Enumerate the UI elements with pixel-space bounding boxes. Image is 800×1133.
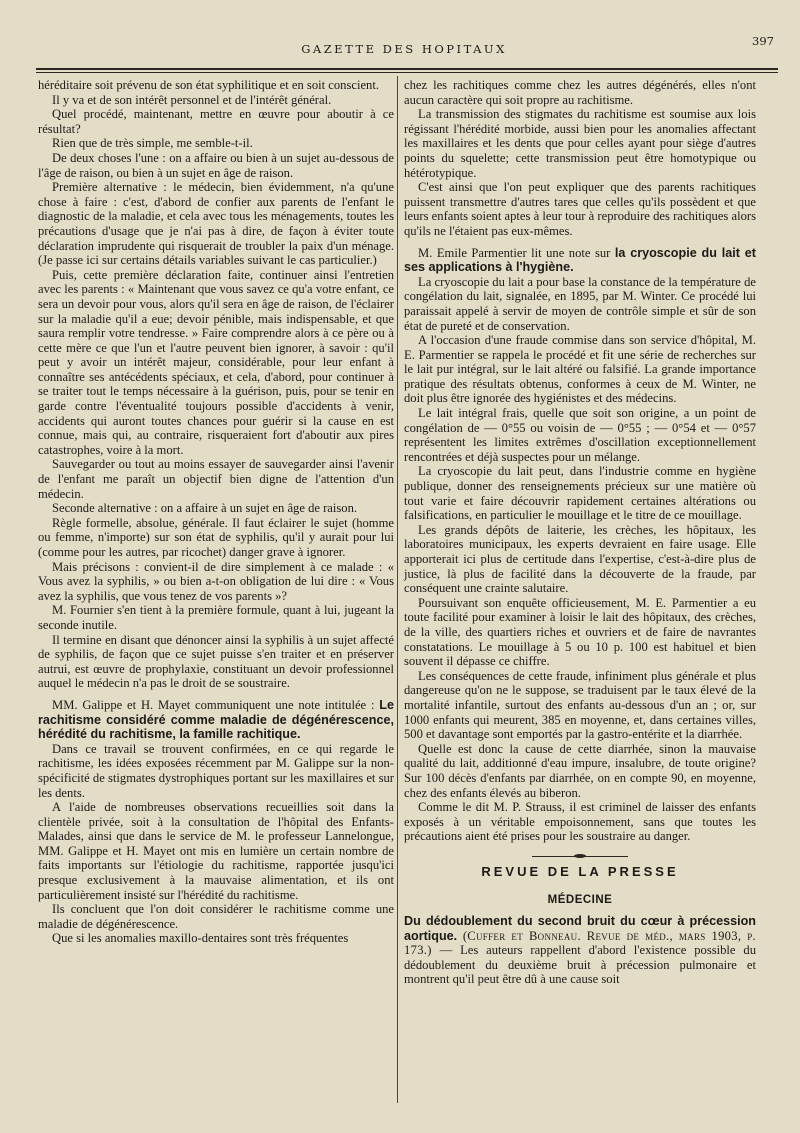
communication-intro: MM. Galippe et H. Mayet communiquent une note intitulée : <box>52 697 375 712</box>
article-paragraph <box>404 914 756 987</box>
paragraph: Première alternative : le médecin, bien évidemment, n'a qu'une chose à faire : c'est, d'abord de confier aux parents de l'enfant le diagnostic de la maladie, et cela avec tous les ménagements, toutes les précautions d'usage que je n'ai pas à dire, de façon à éviter toute déclaration imprudente qui risquerait de troubler la paix d'un ménage. (Je passe ici sur certains détails variables suivant le cas particulier.) <box>38 180 394 268</box>
paragraph: Mais précisons : convient-il de dire simplement à ce malade : « Vous avez la syphilis, » ou bien a-t-on obligation de lui dire : « Vous avez la syphilis, que vous tenez de vos parents »? <box>38 559 394 603</box>
paragraph: A l'occasion d'une fraude commise dans son service d'hôpital, M. E. Parmentier se rappela le procédé et fit une série de recherches sur le lait pur intégral, sur le lait altéré ou falsifié. La grande importance pratique des résultats obtenus, conformes à ceux de M. Winter, ne doit plus être ignorée des hygiénistes et des médecins. <box>404 333 756 406</box>
paragraph: Ils concluent que l'on doit considérer le rachitisme comme une maladie de dégénérescence. <box>38 902 394 931</box>
paragraph: La cryoscopie du lait peut, dans l'industrie comme en hygiène publique, donner des renseignements précieux sur une matière où tout varie et faire découvrir rapidement certaines altérations ou falsifications, en particulier le mouillage et le titre de ce mouillage. <box>404 464 756 523</box>
left-column <box>38 78 394 946</box>
paragraph: M. Fournier s'en tient à la première formule, quant à lui, jugeant la seconde inutile. <box>38 603 394 632</box>
paragraph: Les grands dépôts de laiterie, les crèches, les hôpitaux, les laboratoires municipaux, les experts devraient en faire usage. Elle apporterait ici plus de certitude dans l'expertise, c'est-à-dire plus de justice, là plus de facilité dans la découverte de la fraude, par conséquent une crainte salutaire. <box>404 522 756 596</box>
paragraph: Quel procédé, maintenant, mettre en œuvre pour aboutir à ce résultat? <box>38 107 394 136</box>
paragraph: Comme le dit M. P. Strauss, il est criminel de laisser des enfants exposés à un véritable empoisonnement, sans que toutes les précautions aient été prises pour les soustraire au danger. <box>404 800 756 844</box>
communication-paragraph <box>38 698 394 742</box>
subsection-title: MÉDECINE <box>547 894 613 907</box>
paragraph: C'est ainsi que l'on peut expliquer que des parents rachitiques puissent transmettre d'autres tares que celles qu'ils possèdent et que leurs enfants soient aptes à leur tour à reproduire des rachitiques alors qu'ils ne l'étaient pas eux-mêmes. <box>404 180 756 238</box>
communication-paragraph <box>404 246 756 275</box>
paragraph: Sauvegarder ou tout au moins essayer de sauvegarder ainsi l'avenir de l'enfant me paraît un objectif bien digne de l'attention d'un médecin. <box>38 457 394 501</box>
paragraph: Que si les anomalies maxillo-dentaires sont très fréquentes <box>52 931 349 946</box>
header-rule <box>36 68 778 73</box>
paragraph: Rien que de très simple, me semble-t-il. <box>52 136 253 151</box>
paragraph: Puis, cette première déclaration faite, continuer ainsi l'entretien avec les parents : « Maintenant que vous savez ce qu'a votre enfant, ce sera un devoir pour vous, alors qu'il sera en âge de raison, de l'éclairer sur la maladie qu'il a eue; devoir pénible, mais indispensable, et que saura remplir votre tendresse. » Faire comprendre alors à ce père ou à cette mère ce que l'un et l'autre peuvent bien ignorer, à savoir : qu'il peut y avoir un intérêt majeur, considérable, pour leur enfant à connaître ses antécédents spéciaux, et cela, d'abord, pour continuer à se traiter tout le temps nécessaire à la guérison, puis, pour se tenir en garde contre l'éventualité toujours possible d'accidents à venir, accidents qui auront toutes chances pour guérir si la cause en est connue, mais qui, au contraire, risqueraient fort d'aboutir aux pires catastrophes, voire à la mort. <box>38 267 394 457</box>
communication-title: Le rachitisme considéré comme maladie de dégénérescence, hérédité du rachitisme, la famille rachitique. <box>38 697 394 742</box>
article-title: Du dédoublement du second bruit du cœur à précession aortique. <box>404 914 756 943</box>
right-column <box>404 78 756 987</box>
communication-intro: M. Emile Parmentier lit une note sur <box>418 245 611 260</box>
paragraph: De deux choses l'une : on a affaire ou bien à un sujet au-dessous de l'âge de raison, ou bien à un sujet en âge de raison. <box>38 150 394 180</box>
article-text: — Les auteurs rappellent d'abord l'existence possible du dédoublement du deuxième bruit à précession pulmonaire et montrent qu'il peut être dû à une cause soit <box>404 943 756 987</box>
paragraph: Il y va et de son intérêt personnel et de l'intérêt général. <box>52 92 332 107</box>
section-separator <box>532 856 628 857</box>
paragraph: Seconde alternative : on a affaire à un sujet en âge de raison. <box>52 501 358 516</box>
paragraph: Les conséquences de cette fraude, infiniment plus générale et plus dangereuse qu'on ne le suppose, se traduisent par le taux élevé de la mortalité infantile, surtout des enfants au-dessous d'un an ; or, sur 1000 enfants qui meurent, 385 en moyenne, et, dans certaines villes, 500 et davantage sont emportés par la gastro-entérite et la diarrhée. <box>404 668 756 742</box>
article-reference: (Cuffer et Bonneau. Revue de méd., mars 1903, p. 173.) <box>404 928 756 958</box>
paragraph: héréditaire soit prévenu de son état syphilitique et en soit conscient. <box>38 78 379 92</box>
communication-title: la cryoscopie du lait et ses applications à l'hygiène. <box>404 245 756 275</box>
page-header <box>30 30 778 62</box>
paragraph: Il termine en disant que dénoncer ainsi la syphilis à un sujet affecté de syphilis, de façon que ce sujet puisse s'en traiter et en préserver autrui, est œuvre de prophylaxie, constituant un devoir professionnel auquel le médecin n'a pas le droit de se soustraire. <box>38 632 394 691</box>
paragraph: Le lait intégral frais, quelle que soit son origine, a un point de congélation de — 0°55 ou voisin de — 0°55 ; — 0°54 et — 0°57 représentent les limites extrêmes d'oscillation exceptionnellement rencontrées et déjà suspectes pour un mélange. <box>404 406 756 464</box>
paragraph: La transmission des stigmates du rachitisme est soumise aux lois régissant l'hérédité morbide, aussi bien pour les anomalies affectant les maxillaires et les dents que pour celles ayant pour siège d'autres points du squelette; cette transmission peut être homotypique ou hétérotypique. <box>404 107 756 180</box>
paragraph: chez les rachitiques comme chez les autres dégénérés, elles n'ont aucun caractère qui soit propre au rachitisme. <box>404 78 756 107</box>
paragraph: Poursuivant son enquête officieusement, M. E. Parmentier a eu toute facilité pour examiner à loisir le lait des hôpitaux, des crèches, de la ville, des quartiers riches et ouvriers et de faire de navrantes constatations. Le mouillage à 5 ou 10 p. 100 est habituel et bien souvent il dépasse ce chiffre. <box>404 595 756 669</box>
journal-title: GAZETTE DES HOPITAUX <box>301 42 507 56</box>
section-title: REVUE DE LA PRESSE <box>481 863 679 879</box>
paragraph: Règle formelle, absolue, générale. Il faut éclairer le sujet (homme ou femme, n'importe) sur son état de syphilis, qu'il y aurait pour lui (comme pour les autres, par ricochet) danger grave à ignorer. <box>38 515 394 559</box>
column-divider <box>397 76 398 1103</box>
paragraph: Dans ce travail se trouvent confirmées, en ce qui regarde le rachitisme, les idées exposées récemment par M. Galippe sur la non-spécificité de stigmates dystrophiques portant sur les maxillaires et sur les dents. <box>38 741 394 800</box>
paragraph: A l'aide de nombreuses observations recueillies soit dans la clientèle privée, soit à la consultation de l'hôpital des Enfants-Malades, ainsi que dans le service de M. le professeur Lannelongue, MM. Galippe et H. Mayet ont mis en lumière un certain nombre de faits importants sur l'étiologie du rachitisme, rapportée jusqu'ici presque exclusivement à la mauvaise alimentation, et ils ont particulièrement insisté sur l'hérédité du rachitisme. <box>38 800 394 902</box>
paragraph: Quelle est donc la cause de cette diarrhée, sinon la mauvaise qualité du lait, additionné d'eau impure, insalubre, de toute origine? Sur 100 décès d'enfants par diarrhée, on en compte 90, en moyenne, chez des enfants élevés au biberon. <box>404 741 756 800</box>
page-number: 397 <box>752 34 774 48</box>
paragraph: La cryoscopie du lait a pour base la constance de la température de congélation du lait, signalée, en 1895, par M. Winter. Ce procédé lui paraissait appelé à servir de moyen de contrôle simple et sûr de son état de pureté et de conservation. <box>404 274 756 333</box>
